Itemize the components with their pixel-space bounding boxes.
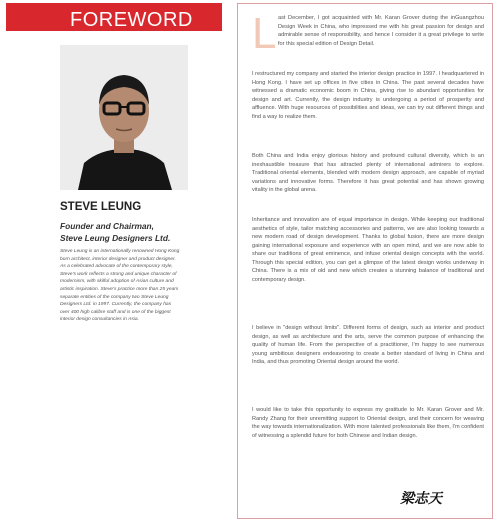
page-title: FOREWORD [70, 9, 193, 31]
left-column [0, 0, 230, 523]
paragraph-1: ast December, I got acquainted with Mr. Karan Grover during the inGuangzhou Design Week in China, who impressed me with his great passion for design and admirable sense of responsibility, and hence I consider it a great privilege to write for this special edition of Design Detail. [278, 15, 484, 47]
author-role: Founder and Chairman, Steve Leung Designers Ltd. [60, 221, 171, 243]
foreword-text-panel [237, 3, 493, 519]
drop-cap: L [252, 9, 277, 58]
paragraph-5: I believe in "design without limits". Different forms of design, such as interior and product design, as well as architecture and the arts, serve the common purpose of enhancing the quality of human life. From the perspective of a practitioner, I'm happy to see numerous young ambitious designers endeavoring to create a better standard of living in China and India, and thus promoting Oriental design around the world. [252, 325, 484, 365]
foreword-banner [6, 3, 222, 31]
paragraph-4: Inheritance and innovation are of equal importance in design. While keeping our traditional aesthetics of style, tailor matching accessories and patterns, we are also looking towards a new modern road of design development. Thanks to global fusion, there are more design gaining international exposure and experience with an open mind, and we are now able to share our traditions of great eminence, and infuse oriental design concepts with the world. Through this special edition, you can get a glimpse of the latest design works underway in China. There is a mix of old and new which creates a stunning balance of traditional and contemporary design. [252, 217, 484, 283]
portrait-image [60, 45, 188, 190]
paragraph-2: I restructured my company and started the interior design practice in 1997. I headquartered in Hong Kong. I have set up offices in five cities in China. The past several decades have witnessed a dramatic economic boom in China, giving rise to abundant opportunities for design and art. Currently, the design industry is undergoing a period of prosperity and affluence. With huge resources of possibilities and ideas, we can try out different things and find a way to realize them. [252, 71, 484, 120]
author-name: STEVE LEUNG [60, 201, 142, 213]
paragraph-6: I would like to take this opportunity to express my gratitude to Mr. Karan Grover and Mr. Randy Zhang for their unremitting support to Oriental design, and their concern for weaving the way towards internationalization. With more talented professionals like them, I'm confident of witnessing a splendid future for both Chinese and Indian design. [252, 407, 484, 439]
portrait-photo [60, 45, 188, 190]
author-bio: Steve Leung is an internationally renowned Hong Kong born architect, interior designer and product designer. As a celebrated advocate of the contemporary style, Steve's work reflects a strong and unique character of modernism, with skilful adoption of Asian culture and artistic inspiration. Steve's practice more than 25 years separate entities of the company two Steve Leung Designers Ltd. in 1997. Currently, the company has over 400 high calibre staff and is one of the biggest interior design consultancies in Asia. [60, 249, 180, 323]
signature: 梁志天 [400, 491, 442, 507]
paragraph-3: Both China and India enjoy glorious history and profound cultural diversity, which is an inexhaustible treasure that has attracted plenty of international admirers to explore. Traditional oriental elements, blended with modern design approach, are capable of myriad variations and innovative forms. Therefore it has great potential and has shown growing vitality in the global arena. [252, 153, 484, 193]
